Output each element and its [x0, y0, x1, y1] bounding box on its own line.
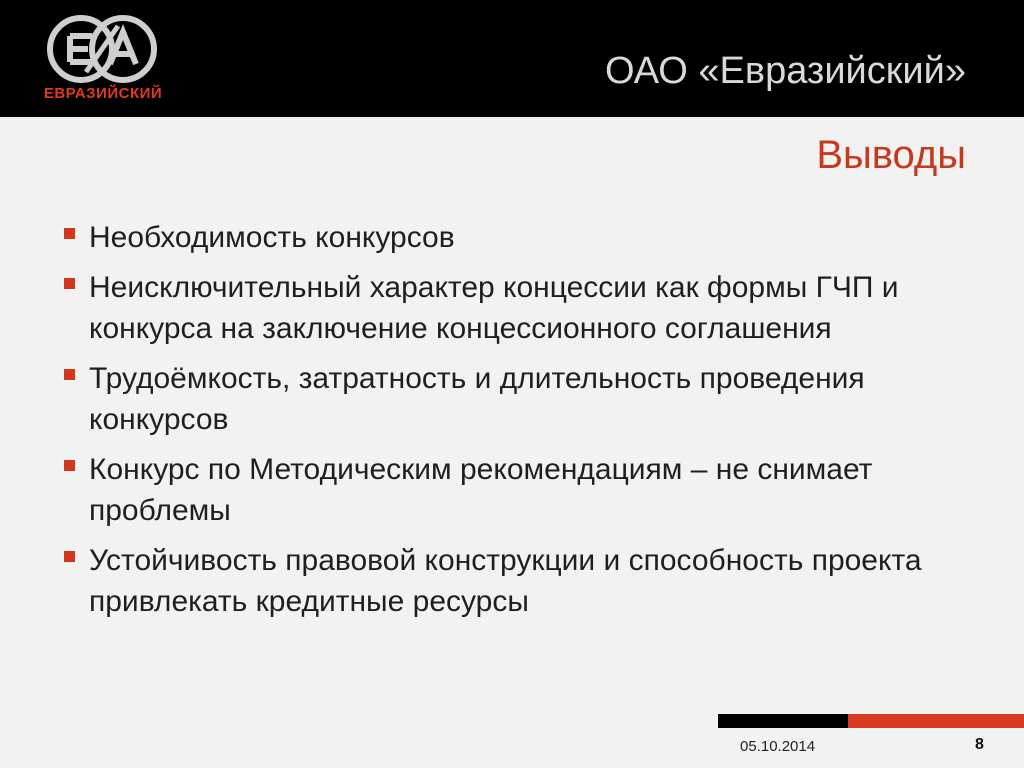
bullet-list [62, 217, 962, 631]
square-bullet-icon [64, 551, 75, 562]
bullet-item [62, 267, 962, 349]
company-name: ОАО «Евразийский» [605, 50, 966, 92]
logo-wordmark: ЕВРАЗИЙСКИЙ [43, 85, 163, 102]
bullet-item [62, 449, 962, 531]
bullet-text: Конкурс по Методическим рекомендациям – не снимает проблемы [89, 453, 873, 527]
logo-icon [46, 14, 158, 84]
slide-title: Выводы [816, 133, 966, 177]
company-logo [36, 14, 170, 104]
header-bar [0, 0, 1024, 117]
square-bullet-icon [64, 460, 75, 471]
bullet-item [62, 217, 962, 258]
bullet-text: Устойчивость правовой конструкции и способность проекта привлекать кредитные ресурсы [89, 544, 922, 618]
page-number: 8 [975, 736, 984, 753]
footer-date: 05.10.2014 [740, 738, 816, 755]
bullet-text: Необходимость конкурсов [89, 221, 455, 254]
bullet-text: Трудоёмкость, затратность и длительность проведения конкурсов [89, 362, 865, 436]
square-bullet-icon [64, 369, 75, 380]
bullet-text: Неисключительный характер концессии как формы ГЧП и конкурса на заключение концессионного соглашения [89, 271, 899, 345]
footer-bar-black [718, 714, 848, 728]
bullet-item [62, 358, 962, 440]
footer-bar-red [848, 714, 1024, 728]
square-bullet-icon [64, 228, 75, 239]
square-bullet-icon [64, 278, 75, 289]
bullet-item [62, 540, 962, 622]
